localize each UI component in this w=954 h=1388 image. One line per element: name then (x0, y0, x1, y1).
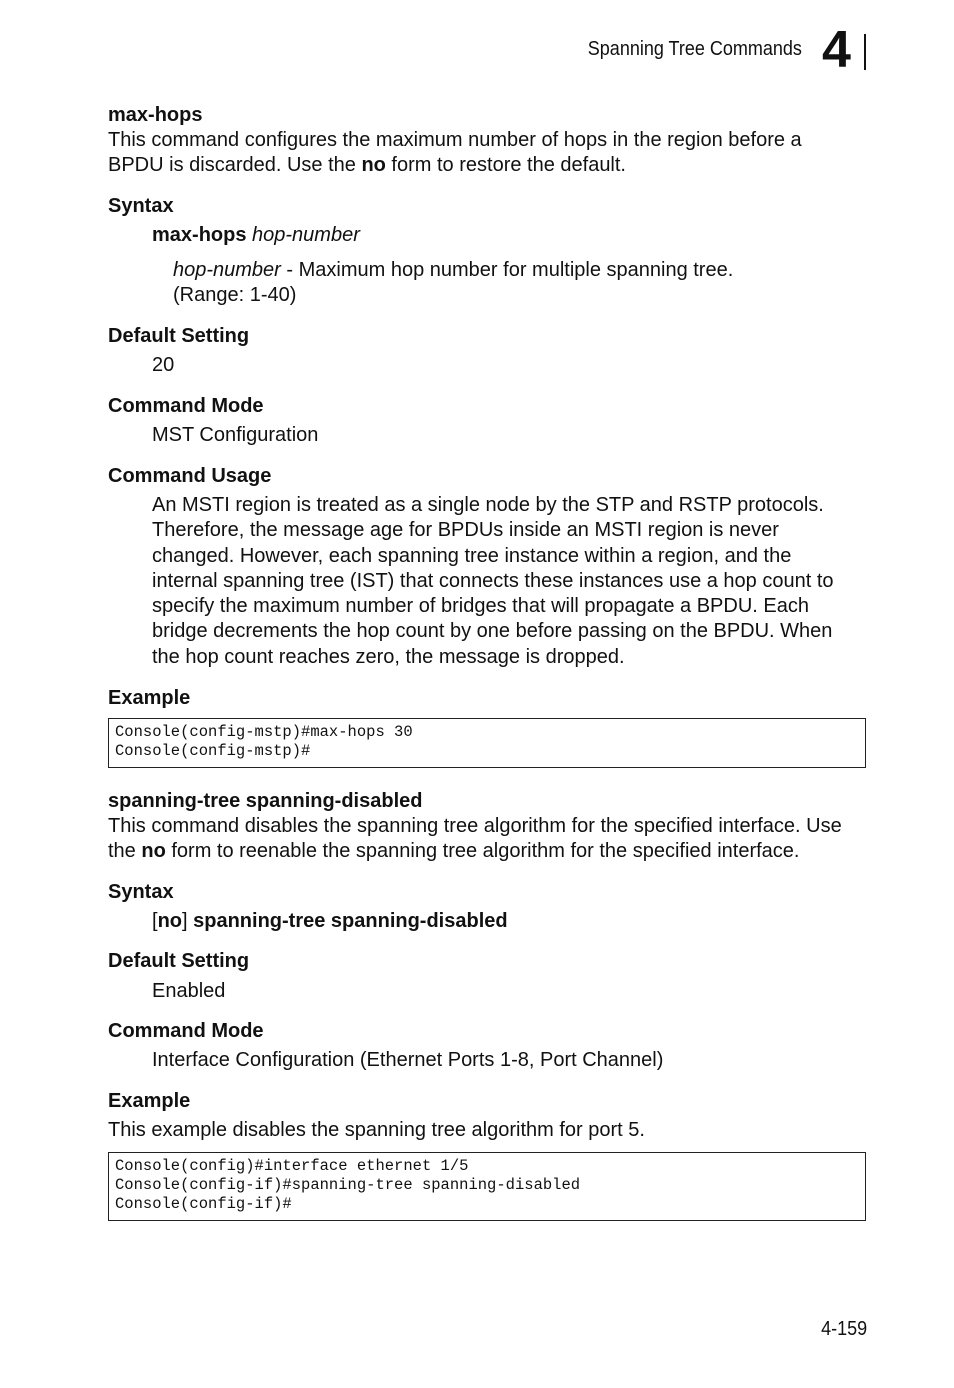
text: form to restore the default. (385, 154, 626, 177)
parameter-line (173, 258, 733, 283)
keyword-no: no (157, 910, 182, 932)
text: the (108, 840, 142, 863)
text: - Maximum hop number for multiple spanning tree. (280, 259, 734, 281)
syntax-command: spanning-tree spanning-disabled (193, 910, 508, 932)
parameter-description (173, 258, 733, 309)
default-setting-heading: Default Setting (108, 325, 250, 347)
example-heading: Example (108, 1090, 191, 1112)
bracket-open: [ (152, 910, 158, 932)
syntax-heading: Syntax (108, 195, 174, 217)
command-mode-value: MST Configuration (152, 424, 319, 446)
syntax-parameter: hop-number (252, 224, 360, 246)
parameter-range: (Range: 1-40) (173, 284, 297, 307)
command-title-spanning-disabled: spanning-tree spanning-disabled (108, 790, 423, 812)
default-setting-value: 20 (152, 354, 175, 376)
usage-line: changed. However, each spanning tree instance within a region, and the (152, 544, 792, 567)
syntax-line (152, 223, 360, 248)
description-line (108, 839, 842, 864)
command-title-max-hops: max-hops (108, 104, 203, 126)
syntax-command: max-hops (152, 224, 247, 246)
default-setting-value: Enabled (152, 980, 226, 1002)
example-description: This example disables the spanning tree algorithm for port 5. (108, 1119, 645, 1141)
usage-line: specify the maximum number of bridges that will propagate a BPDU. Each (152, 595, 809, 618)
example-heading: Example (108, 687, 191, 709)
syntax-heading: Syntax (108, 881, 174, 903)
description-line: This command disables the spanning tree algorithm for the specified interface. Use (108, 815, 842, 837)
keyword-no: no (361, 154, 386, 177)
syntax-line (152, 909, 508, 934)
code-example: Console(config)#interface ethernet 1/5 Console(config-if)#spanning-tree spanning-disabled Console(config-if)# (108, 1152, 866, 1221)
usage-line: Therefore, the message age for BPDUs inside an MSTI region is never (152, 519, 779, 542)
command-mode-value: Interface Configuration (Ethernet Ports 1-8, Port Channel) (152, 1049, 664, 1071)
parameter-name: hop-number (173, 259, 281, 281)
command-mode-heading: Command Mode (108, 395, 264, 417)
keyword-no: no (141, 840, 166, 863)
usage-line: bridge decrements the hop count by one before passing on the BPDU. When (152, 620, 833, 643)
usage-line: the hop count reaches zero, the message is dropped. (152, 645, 625, 668)
running-title: Spanning Tree Commands (587, 38, 802, 60)
default-setting-heading: Default Setting (108, 950, 250, 972)
description-line: This command configures the maximum number of hops in the region before a (108, 129, 802, 151)
text: form to reenable the spanning tree algorithm for the specified interface. (165, 840, 800, 863)
bracket-close: ] (182, 910, 194, 932)
usage-line: An MSTI region is treated as a single node by the STP and RSTP protocols. (152, 494, 824, 516)
command-usage-heading: Command Usage (108, 465, 272, 487)
chapter-divider (864, 34, 866, 70)
chapter-number: 4 (822, 21, 851, 79)
command-description (108, 814, 842, 865)
command-description (108, 128, 802, 179)
code-example: Console(config-mstp)#max-hops 30 Console(config-mstp)# (108, 718, 866, 768)
usage-line: internal spanning tree (IST) that connects these instances use a hop count to (152, 569, 834, 592)
command-usage-text (152, 493, 834, 670)
description-line (108, 153, 802, 178)
command-mode-heading: Command Mode (108, 1020, 264, 1042)
text: BPDU is discarded. Use the (108, 154, 362, 177)
page-number: 4-159 (820, 1318, 867, 1340)
